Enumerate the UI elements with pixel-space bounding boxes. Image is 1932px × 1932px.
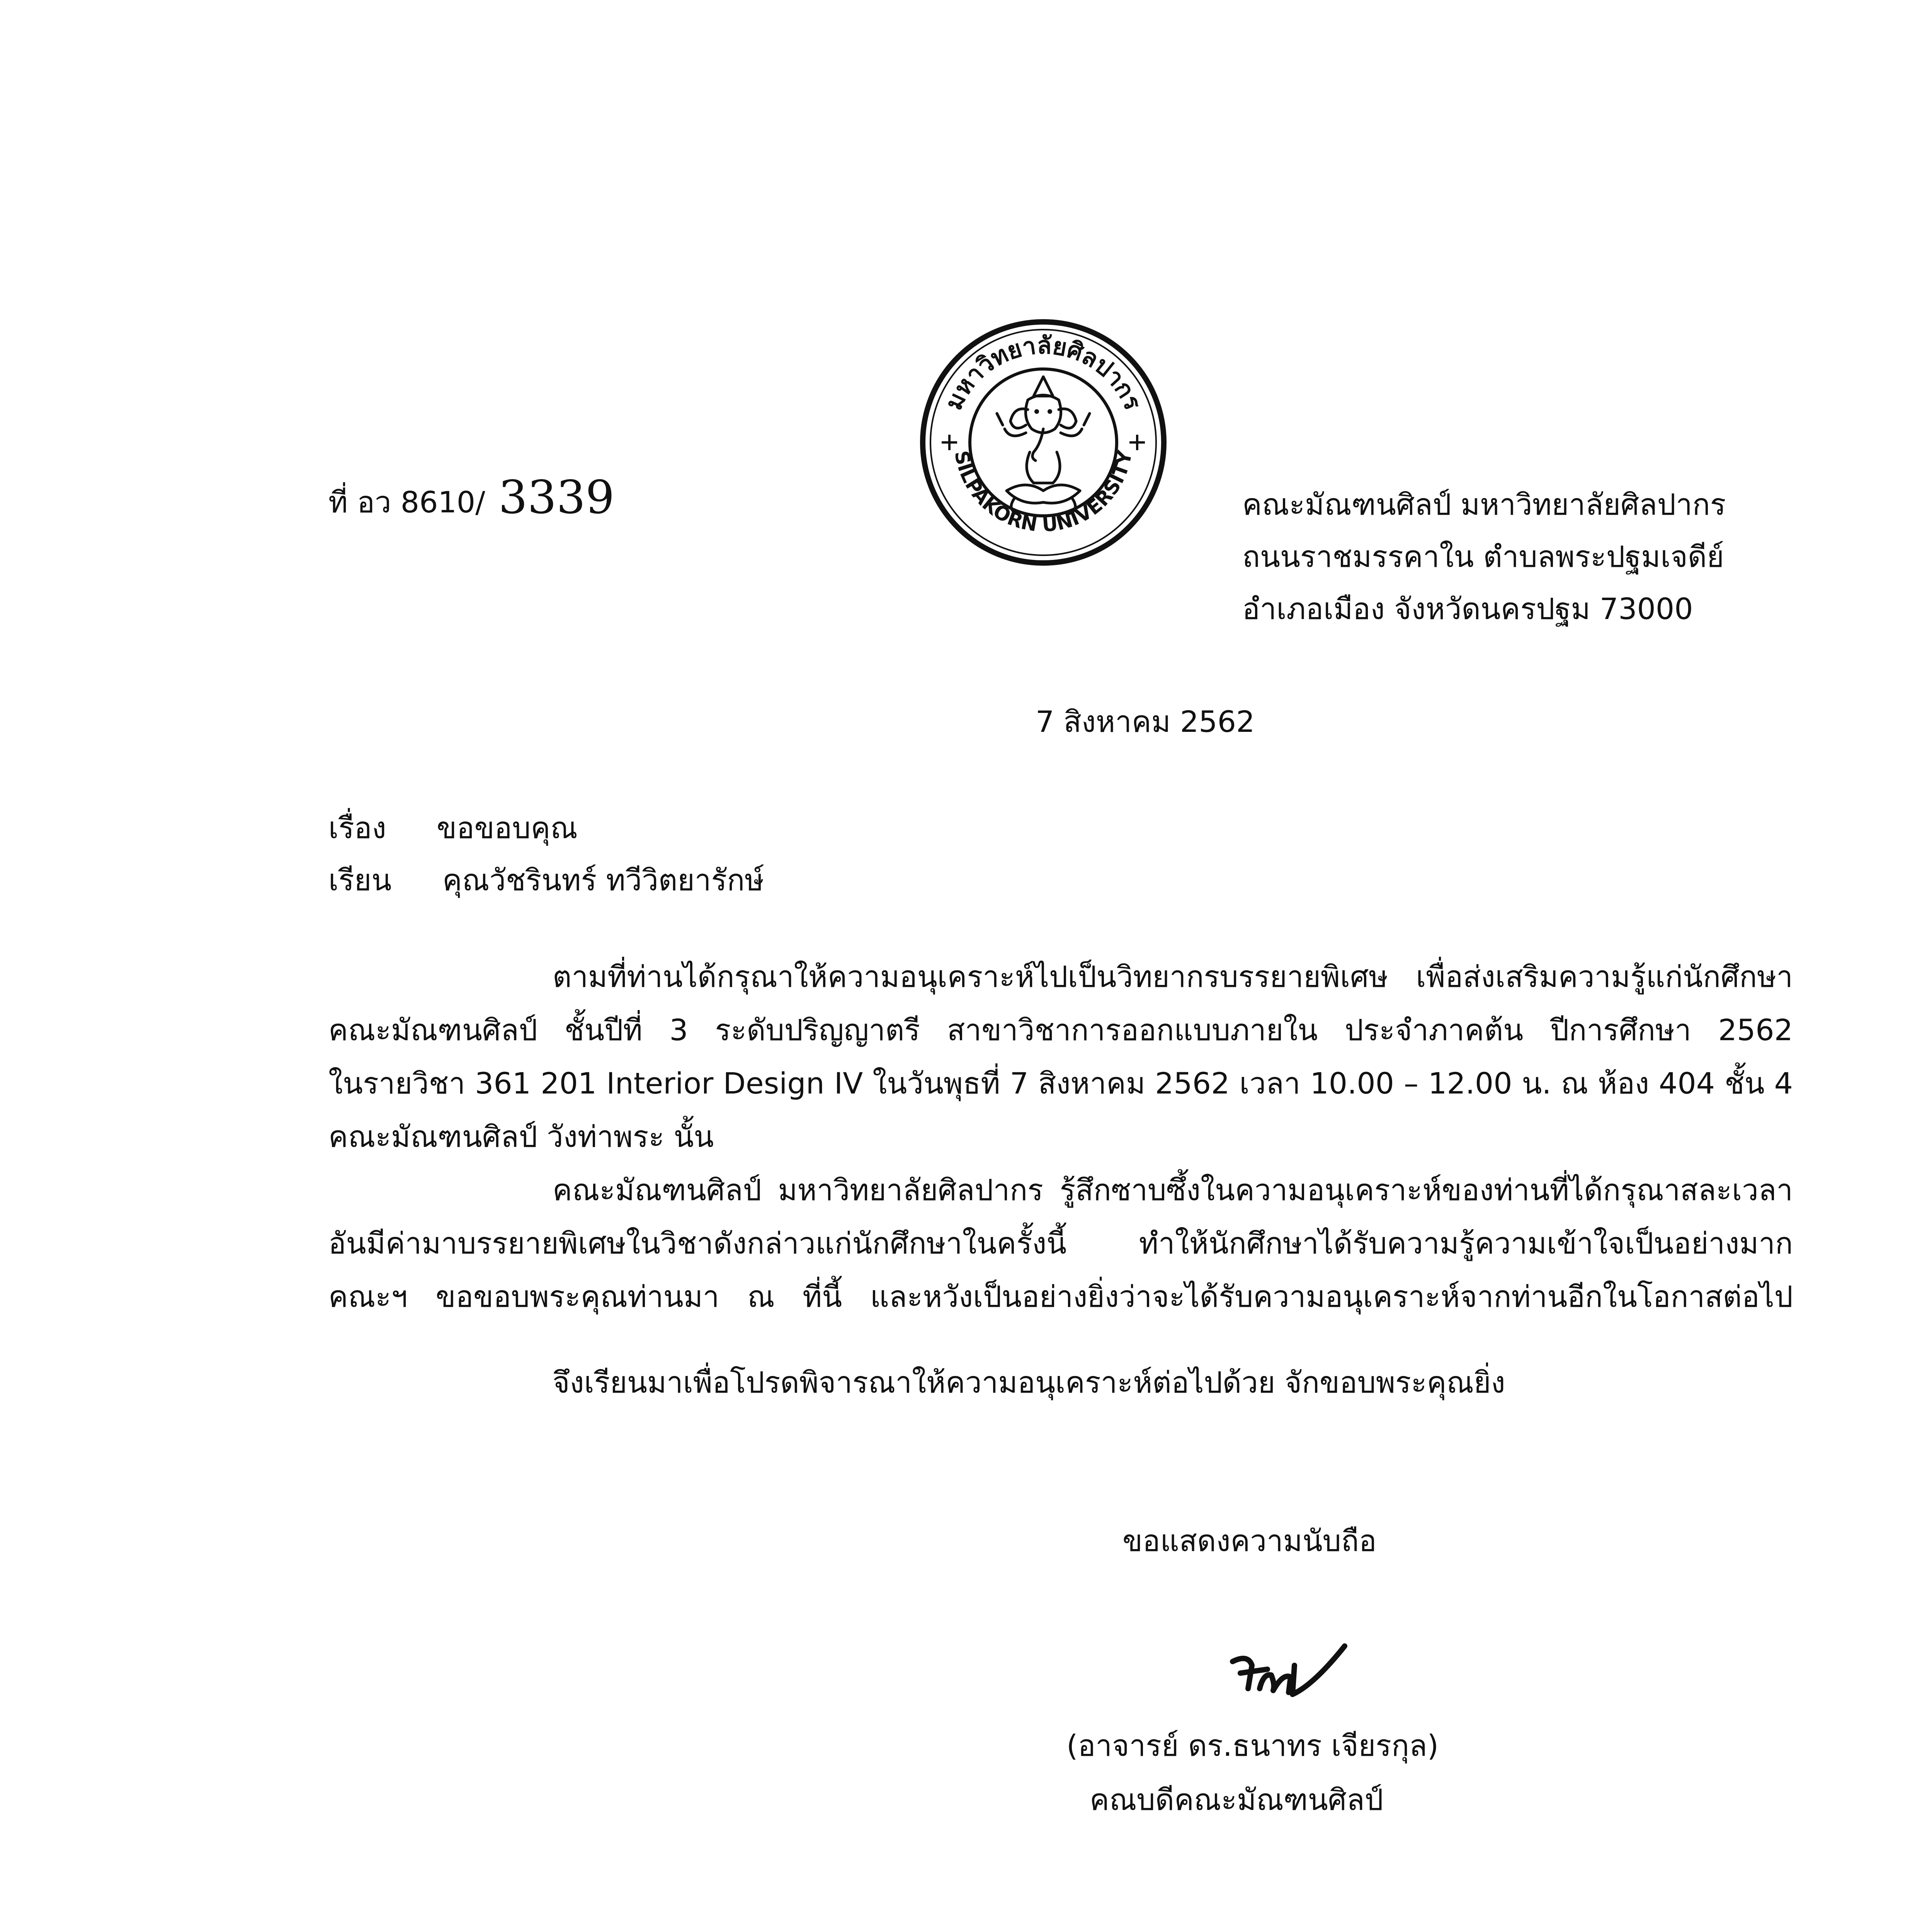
- body-paragraph-3-line-1: จึงเรียนมาเพื่อโปรดพิจารณาให้ความอนุเคราะห์ต่อไปด้วย จักขอบพระคุณยิ่ง: [553, 1365, 1505, 1400]
- closing-salutation: ขอแสดงความนับถือ: [1122, 1524, 1377, 1558]
- body-paragraph-1-line-4: คณะมัณฑนศิลป์ วังท่าพระ นั้น: [328, 1119, 714, 1154]
- address-line-2: ถนนราชมรรคาใน ตำบลพระปฐมเจดีย์: [1242, 539, 1724, 574]
- body-paragraph-2-line-2: อันมีค่ามาบรรยายพิเศษในวิชาดังกล่าวแก่นักศึกษาในครั้งนี้ ทำให้นักศึกษาได้รับความรู้ความเข้าใจเป็นอย่างมาก: [328, 1226, 1793, 1260]
- body-paragraph-2-line-1: คณะมัณฑนศิลป์ มหาวิทยาลัยศิลปากร รู้สึกซาบซึ้งในความอนุเคราะห์ของท่านที่ได้กรุณาสละเวลา: [553, 1173, 1793, 1207]
- body-paragraph-1-line-3: ในรายวิชา 361 201 Interior Design IV ในวันพุธที่ 7 สิงหาคม 2562 เวลา 10.00 – 12.00 น. ณ ห้อง 404 ชั้น 4: [328, 1066, 1793, 1100]
- letter-date: 7 สิงหาคม 2562: [1036, 704, 1255, 739]
- body-paragraph-2-line-3: คณะฯ ขอขอบพระคุณท่านมา ณ ที่นี้ และหวังเป็นอย่างยิ่งว่าจะได้รับความอนุเคราะห์จากท่านอีกในโอกาสต่อไป: [328, 1279, 1793, 1314]
- svg-text:SILPAKORN UNIVERSITY: [950, 449, 1136, 536]
- recipient-label: เรียน: [328, 863, 392, 897]
- recipient-value: คุณวัชรินทร์ ทวีวิตยารักษ์: [442, 863, 764, 897]
- signer-name: (อาจารย์ ดร.ธนาทร เจียรกุล): [1066, 1728, 1439, 1763]
- reference-number: 3339: [498, 471, 615, 524]
- university-seal-logo: [918, 317, 1169, 568]
- subject-label: เรื่อง: [328, 811, 386, 845]
- address-line-3: อำเภอเมือง จังหวัดนครปฐม 73000: [1242, 592, 1693, 626]
- seal-bottom-text: SILPAKORN UNIVERSITY: [950, 449, 1137, 536]
- subject-value: ขอขอบคุณ: [437, 811, 578, 845]
- body-paragraph-1-line-2: คณะมัณฑนศิลป์ ชั้นปีที่ 3 ระดับปริญญาตรี สาขาวิชาการออกแบบภายใน ประจำภาคต้น ปีการศึกษา 2562: [328, 1013, 1793, 1047]
- signer-title: คณบดีคณะมัณฑนศิลป์: [1090, 1782, 1383, 1817]
- handwritten-signature: [1225, 1638, 1349, 1708]
- reference-prefix: ที่ อว 8610/: [328, 485, 485, 519]
- address-line-1: คณะมัณฑนศิลป์ มหาวิทยาลัยศิลปากร: [1242, 487, 1726, 522]
- sender-address: [1242, 487, 1726, 646]
- seal-top-text: มหาวิทยาลัยศิลปากร: [939, 331, 1148, 414]
- body-paragraph-1-line-1: ตามที่ท่านได้กรุณาให้ความอนุเคราะห์ไปเป็นวิทยากรบรรยายพิเศษ เพื่อส่งเสริมความรู้แก่นักศึกษา: [553, 959, 1793, 994]
